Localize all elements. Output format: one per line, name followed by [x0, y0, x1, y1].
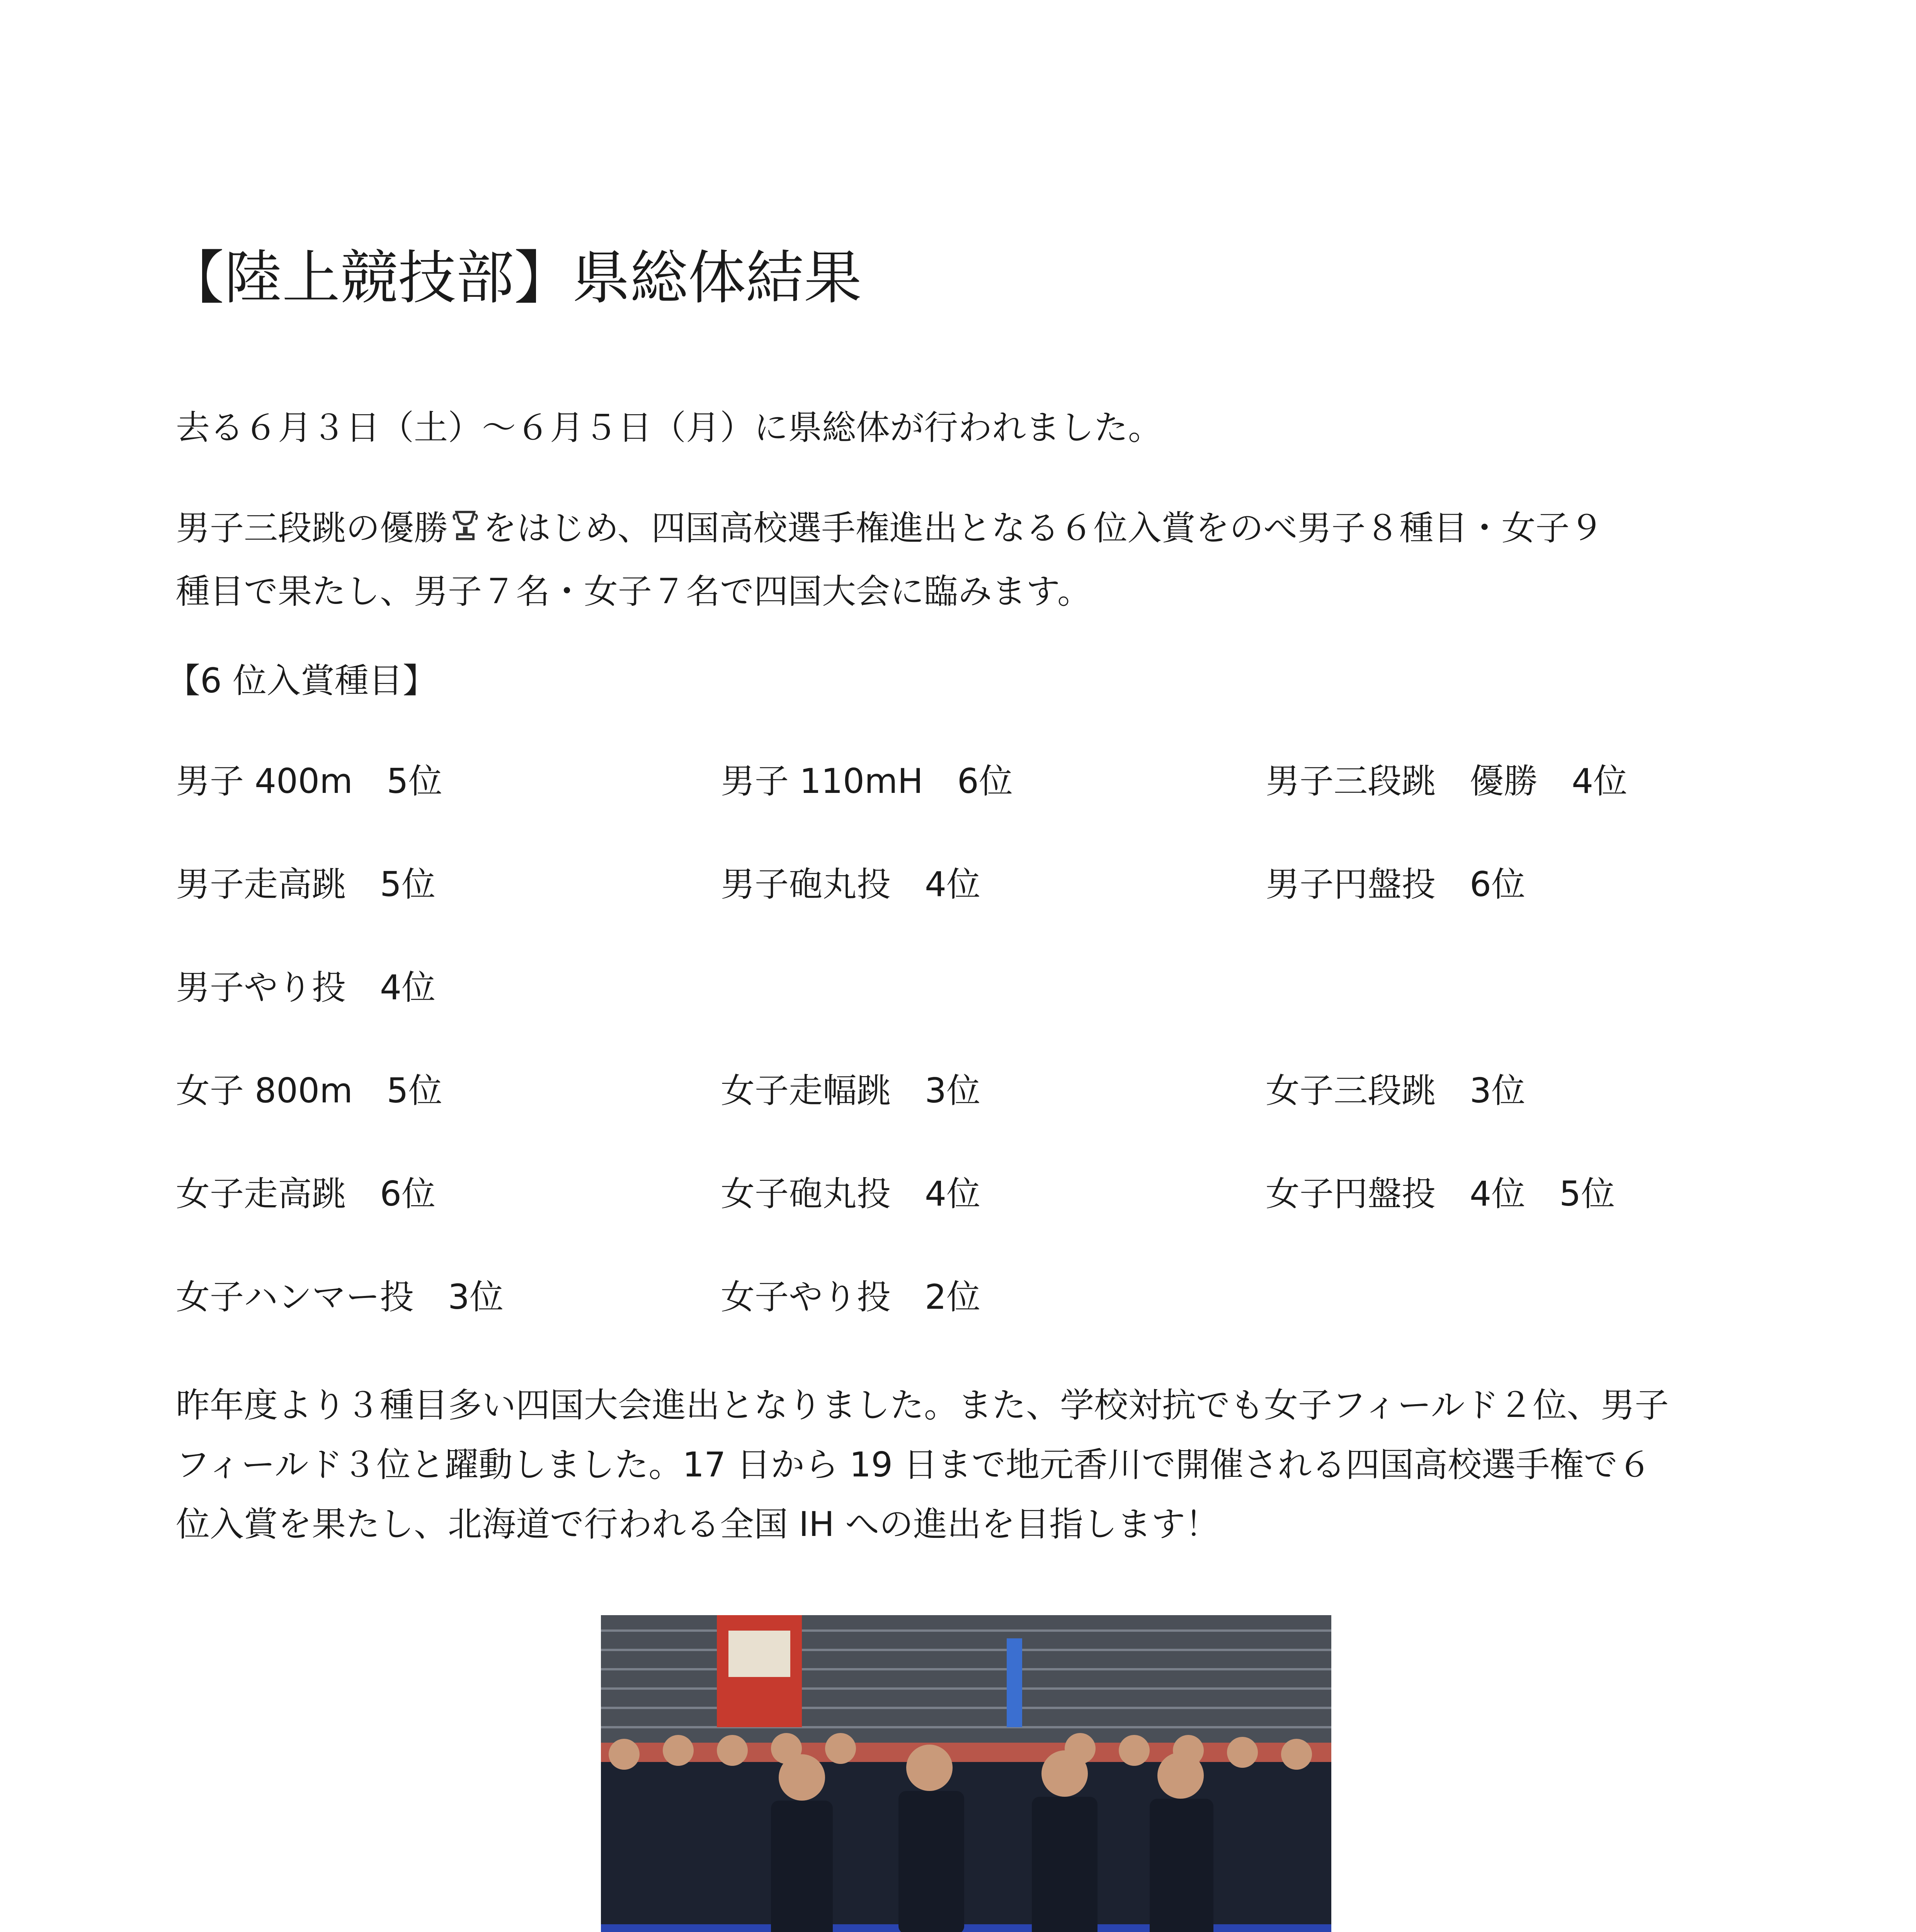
flag: [1007, 1638, 1022, 1727]
closing-line: 位入賞を果たし、北海道で行われる全国 IH への進出を目指します！: [176, 1504, 1220, 1544]
result-item: 女子走幅跳 3位: [721, 1071, 980, 1111]
result-item: 女子やり投 2位: [721, 1277, 980, 1317]
team-photo-illustration: [601, 1615, 1331, 1932]
closing-line: 昨年度より３種目多い四国大会進出となりました。また、学校対抗でも女子フィールド２位、男子: [176, 1385, 1669, 1425]
result-item: 女子 800m 5位: [176, 1071, 442, 1111]
result-row: [176, 1273, 1799, 1376]
summary-line-2: 種目で果たし、男子７名・女子７名で四国大会に臨みます。: [176, 571, 1091, 611]
result-item: 男子円盤投 6位: [1266, 864, 1525, 904]
athletes-back-row: [601, 1733, 1331, 1932]
page-title: 【陸上競技部】県総体結果: [166, 245, 862, 312]
results-list: [176, 757, 1799, 1376]
result-row: [176, 1170, 1799, 1273]
closing-paragraph: [176, 1376, 1760, 1554]
result-item: 男子やり投 4位: [176, 968, 436, 1007]
result-row: [176, 861, 1799, 964]
result-row: [176, 757, 1799, 861]
team-photo: [601, 1615, 1331, 1932]
closing-line: フィールド３位と躍動しました。17 日から 19 日まで地元香川で開催される四国高校選手権で６: [176, 1445, 1652, 1485]
trophy-icon: [452, 502, 479, 562]
result-item: 男子砲丸投 4位: [721, 864, 980, 904]
result-item: 男子 110mH 6位: [721, 761, 1013, 801]
scoreboard-panel: [728, 1631, 790, 1677]
result-item: 男子 400m 5位: [176, 761, 442, 801]
section-heading: 【6 位入賞種目】: [166, 661, 437, 701]
summary-paragraph: [176, 498, 1760, 621]
result-item: 女子円盤投 4位 5位: [1266, 1174, 1615, 1214]
intro-paragraph: 去る６月３日（土）〜６月５日（月）に県総体が行われました。: [176, 408, 1162, 447]
result-row: [176, 964, 1799, 1067]
result-item: 女子ハンマー投 3位: [176, 1277, 504, 1317]
stadium-stands: [601, 1615, 1331, 1743]
result-item: 女子砲丸投 4位: [721, 1174, 980, 1214]
result-item: 女子三段跳 3位: [1266, 1071, 1525, 1111]
summary-line-1: 男子三段跳の優勝 をはじめ、四国高校選手権進出となる６位入賞をのべ男子８種目・女子９: [176, 498, 1760, 562]
result-row: [176, 1067, 1799, 1170]
result-item: 男子三段跳 優勝 4位: [1266, 761, 1627, 801]
result-item: 男子走高跳 5位: [176, 864, 436, 904]
result-item: 女子走高跳 6位: [176, 1174, 436, 1214]
